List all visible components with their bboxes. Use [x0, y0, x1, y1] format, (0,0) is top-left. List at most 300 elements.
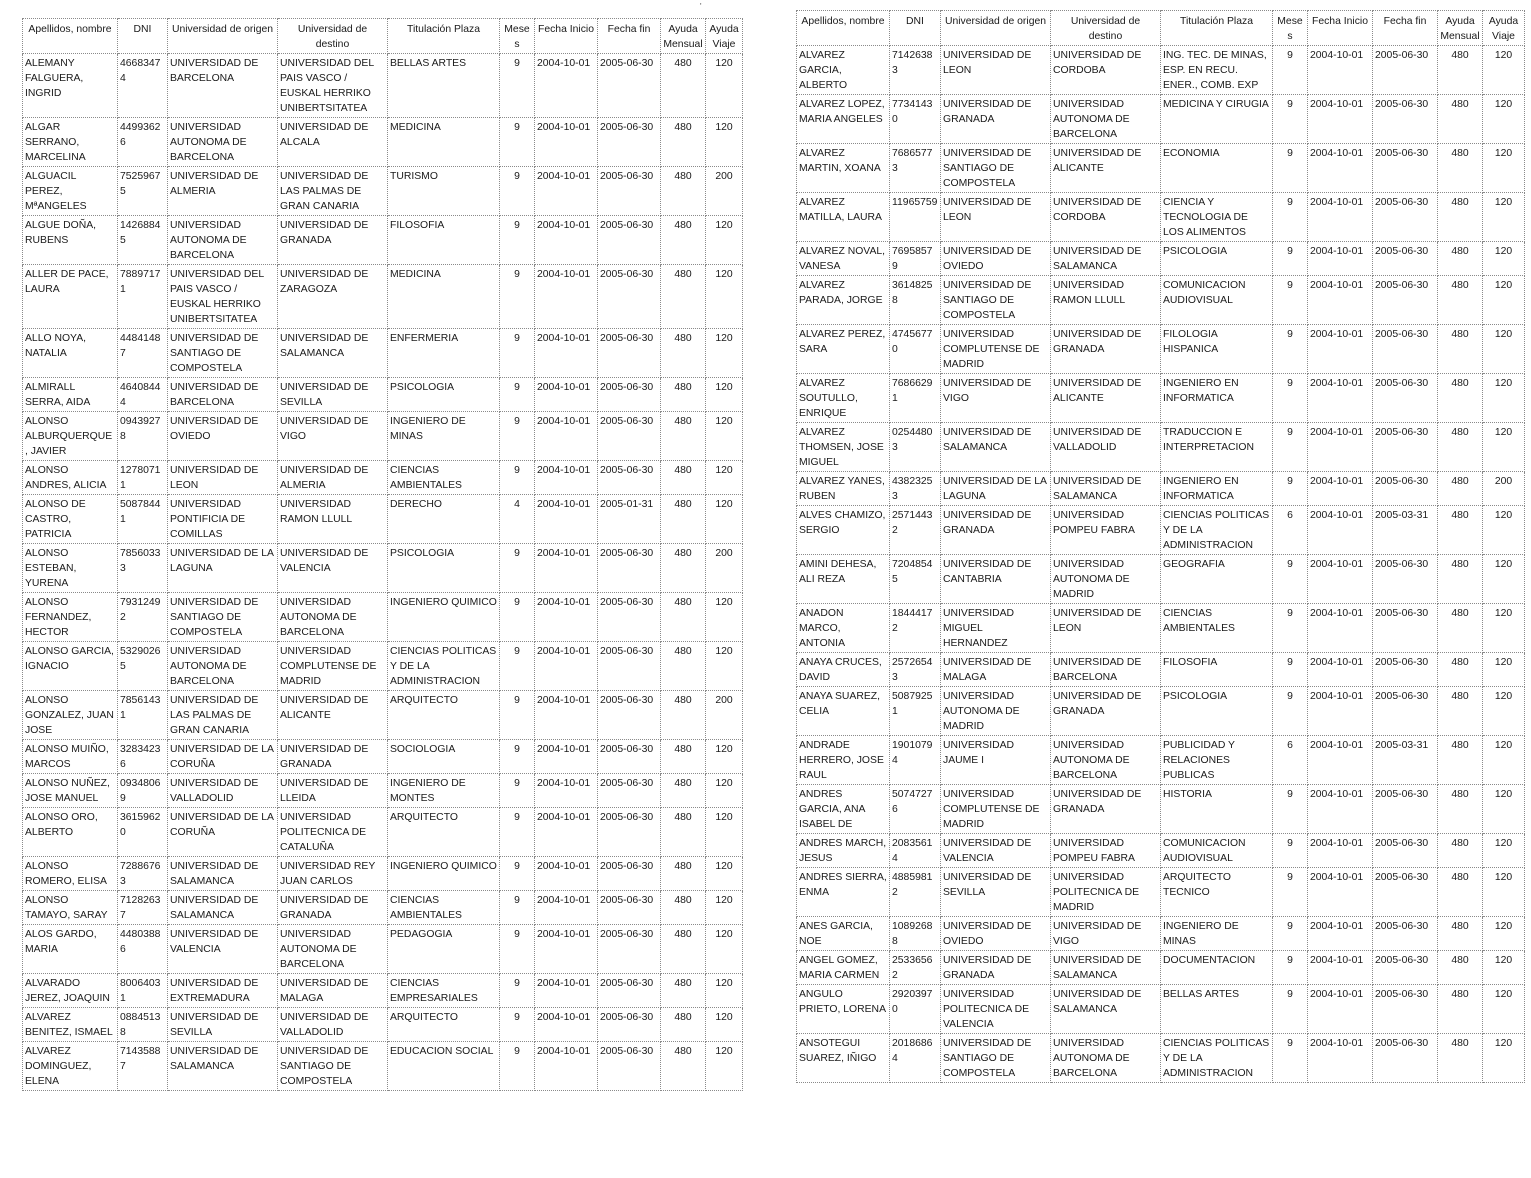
destination-cell: UNIVERSIDAD AUTONOMA DE BARCELONA [278, 593, 388, 642]
degree-cell: FILOSOFIA [388, 216, 500, 265]
end-date-cell: 2005-06-30 [1373, 325, 1438, 374]
months-cell: 9 [1273, 472, 1308, 506]
start-date-cell: 2004-10-01 [535, 329, 598, 378]
monthly-aid-cell: 480 [661, 265, 706, 329]
months-cell: 9 [1273, 951, 1308, 985]
table-row [797, 325, 1525, 374]
name-cell: ANAYA SUAREZ, CELIA [797, 687, 890, 736]
monthly-aid-cell: 480 [661, 891, 706, 925]
monthly-aid-cell: 480 [661, 412, 706, 461]
origin-cell: UNIVERSIDAD DE VALENCIA [941, 834, 1051, 868]
end-date-cell: 2005-06-30 [598, 740, 661, 774]
origin-cell: UNIVERSIDAD DE BARCELONA [168, 54, 278, 118]
months-cell: 9 [1273, 555, 1308, 604]
start-date-cell: 2004-10-01 [1308, 1034, 1373, 1083]
end-date-cell: 2005-06-30 [1373, 604, 1438, 653]
start-date-cell: 2004-10-01 [535, 216, 598, 265]
table-row [23, 642, 743, 691]
destination-cell: UNIVERSIDAD DE SALAMANCA [1051, 951, 1161, 985]
travel-aid-cell: 120 [706, 808, 743, 857]
origin-cell: UNIVERSIDAD MIGUEL HERNANDEZ [941, 604, 1051, 653]
travel-aid-cell: 120 [1483, 868, 1525, 917]
start-date-cell: 2004-10-01 [1308, 785, 1373, 834]
travel-aid-cell: 120 [706, 329, 743, 378]
table-row [797, 423, 1525, 472]
months-cell: 9 [1273, 46, 1308, 95]
start-date-cell: 2004-10-01 [535, 808, 598, 857]
table-row [797, 506, 1525, 555]
months-cell: 9 [500, 378, 535, 412]
dni-cell: 10892688 [890, 917, 941, 951]
dni-cell: 20186864 [890, 1034, 941, 1083]
destination-cell: UNIVERSIDAD DE VALLADOLID [1051, 423, 1161, 472]
dni-cell: 48859812 [890, 868, 941, 917]
table-row [23, 974, 743, 1008]
table-row [23, 378, 743, 412]
start-date-cell: 2004-10-01 [535, 378, 598, 412]
start-date-cell: 2004-10-01 [1308, 193, 1373, 242]
destination-cell: UNIVERSIDAD DE CORDOBA [1051, 193, 1161, 242]
destination-cell: UNIVERSIDAD DEL PAIS VASCO / EUSKAL HERRIKO UNIBERTSITATEA [278, 54, 388, 118]
name-cell: ANAYA CRUCES, DAVID [797, 653, 890, 687]
table-row [23, 1042, 743, 1091]
destination-cell: UNIVERSIDAD DE VIGO [1051, 917, 1161, 951]
end-date-cell: 2005-06-30 [1373, 374, 1438, 423]
end-date-cell: 2005-06-30 [598, 891, 661, 925]
origin-cell: UNIVERSIDAD DE SALAMANCA [168, 891, 278, 925]
origin-cell: UNIVERSIDAD DE ALMERIA [168, 167, 278, 216]
table-row [797, 653, 1525, 687]
travel-aid-cell: 120 [706, 1008, 743, 1042]
monthly-aid-cell: 480 [661, 118, 706, 167]
name-cell: ALVAREZ GARCIA, ALBERTO [797, 46, 890, 95]
name-cell: ALONSO ROMERO, ELISA [23, 857, 118, 891]
right-table-body [797, 46, 1525, 1083]
months-cell: 9 [1273, 242, 1308, 276]
months-cell: 9 [1273, 144, 1308, 193]
months-cell: 9 [1273, 95, 1308, 144]
months-cell: 9 [500, 544, 535, 593]
destination-cell: UNIVERSIDAD POMPEU FABRA [1051, 506, 1161, 555]
travel-aid-cell: 120 [706, 774, 743, 808]
header-monthly-aid: Ayuda Mensual [1438, 11, 1483, 46]
right-header-row [797, 11, 1525, 46]
destination-cell: UNIVERSIDAD REY JUAN CARLOS [278, 857, 388, 891]
origin-cell: UNIVERSIDAD DE VIGO [941, 374, 1051, 423]
name-cell: ALONSO NUÑEZ, JOSE MANUEL [23, 774, 118, 808]
table-row [797, 46, 1525, 95]
months-cell: 9 [1273, 834, 1308, 868]
origin-cell: UNIVERSIDAD DE LA CORUÑA [168, 808, 278, 857]
origin-cell: UNIVERSIDAD AUTONOMA DE BARCELONA [168, 642, 278, 691]
dni-cell: 32834236 [118, 740, 168, 774]
header-travel-aid: Ayuda Viaje [706, 19, 743, 54]
table-row [797, 736, 1525, 785]
months-cell: 9 [500, 891, 535, 925]
table-row [23, 691, 743, 740]
degree-cell: ENFERMERIA [388, 329, 500, 378]
months-cell: 9 [500, 167, 535, 216]
months-cell: 9 [1273, 1034, 1308, 1083]
start-date-cell: 2004-10-01 [1308, 868, 1373, 917]
name-cell: ALONSO FERNANDEZ, HECTOR [23, 593, 118, 642]
left-header-row [23, 19, 743, 54]
dni-cell: 71435887 [118, 1042, 168, 1091]
degree-cell: CIENCIAS AMBIENTALES [388, 461, 500, 495]
dni-cell: 44841487 [118, 329, 168, 378]
start-date-cell: 2004-10-01 [535, 1042, 598, 1091]
monthly-aid-cell: 480 [661, 593, 706, 642]
degree-cell: ECONOMIA [1161, 144, 1273, 193]
degree-cell: INGENIERO DE MINAS [1161, 917, 1273, 951]
end-date-cell: 2005-06-30 [598, 774, 661, 808]
table-row [23, 808, 743, 857]
name-cell: ALOS GARDO, MARIA [23, 925, 118, 974]
start-date-cell: 2004-10-01 [1308, 951, 1373, 985]
destination-cell: UNIVERSIDAD DE SALAMANCA [278, 329, 388, 378]
degree-cell: DERECHO [388, 495, 500, 544]
name-cell: ALONSO MUIÑO, MARCOS [23, 740, 118, 774]
left-table-body [23, 54, 743, 1091]
destination-cell: UNIVERSIDAD AUTONOMA DE BARCELONA [1051, 95, 1161, 144]
name-cell: ANGULO PRIETO, LORENA [797, 985, 890, 1034]
months-cell: 9 [1273, 785, 1308, 834]
monthly-aid-cell: 480 [1438, 95, 1483, 144]
end-date-cell: 2005-06-30 [598, 544, 661, 593]
name-cell: ALONSO GARCIA, IGNACIO [23, 642, 118, 691]
months-cell: 9 [500, 974, 535, 1008]
name-cell: ALVAREZ YANES, RUBEN [797, 472, 890, 506]
monthly-aid-cell: 480 [661, 808, 706, 857]
table-row [797, 834, 1525, 868]
end-date-cell: 2005-06-30 [598, 1008, 661, 1042]
name-cell: ANES GARCIA, NOE [797, 917, 890, 951]
origin-cell: UNIVERSIDAD DE GRANADA [941, 506, 1051, 555]
degree-cell: INGENIERO DE MONTES [388, 774, 500, 808]
header-end: Fecha fin [598, 19, 661, 54]
name-cell: ANDRES MARCH, JESUS [797, 834, 890, 868]
destination-cell: UNIVERSIDAD DE VALENCIA [278, 544, 388, 593]
travel-aid-cell: 200 [1483, 472, 1525, 506]
travel-aid-cell: 120 [1483, 604, 1525, 653]
end-date-cell: 2005-03-31 [1373, 506, 1438, 555]
start-date-cell: 2004-10-01 [535, 891, 598, 925]
header-travel-aid: Ayuda Viaje [1483, 11, 1525, 46]
origin-cell: UNIVERSIDAD DE OVIEDO [941, 917, 1051, 951]
degree-cell: ING. TEC. DE MINAS, ESP. EN RECU. ENER., COMB. EXP [1161, 46, 1273, 95]
monthly-aid-cell: 480 [661, 544, 706, 593]
travel-aid-cell: 120 [706, 378, 743, 412]
start-date-cell: 2004-10-01 [1308, 325, 1373, 374]
end-date-cell: 2005-06-30 [1373, 472, 1438, 506]
destination-cell: UNIVERSIDAD AUTONOMA DE MADRID [1051, 555, 1161, 604]
travel-aid-cell: 120 [1483, 325, 1525, 374]
end-date-cell: 2005-06-30 [598, 974, 661, 1008]
header-dni: DNI [118, 19, 168, 54]
end-date-cell: 2005-06-30 [598, 925, 661, 974]
degree-cell: TURISMO [388, 167, 500, 216]
monthly-aid-cell: 480 [1438, 506, 1483, 555]
start-date-cell: 2004-10-01 [535, 857, 598, 891]
table-row [797, 985, 1525, 1034]
destination-cell: UNIVERSIDAD COMPLUTENSE DE MADRID [278, 642, 388, 691]
monthly-aid-cell: 480 [1438, 985, 1483, 1034]
start-date-cell: 2004-10-01 [535, 774, 598, 808]
table-row [797, 193, 1525, 242]
degree-cell: CIENCIAS EMPRESARIALES [388, 974, 500, 1008]
destination-cell: UNIVERSIDAD DE GRANADA [1051, 687, 1161, 736]
table-row [23, 544, 743, 593]
monthly-aid-cell: 480 [1438, 555, 1483, 604]
header-destination: Universidad de destino [278, 19, 388, 54]
end-date-cell: 2005-06-30 [598, 329, 661, 378]
destination-cell: UNIVERSIDAD DE ALICANTE [278, 691, 388, 740]
travel-aid-cell: 120 [1483, 144, 1525, 193]
monthly-aid-cell: 480 [661, 642, 706, 691]
dni-cell: 02544803 [890, 423, 941, 472]
months-cell: 9 [500, 216, 535, 265]
months-cell: 9 [500, 329, 535, 378]
dni-cell: 09348069 [118, 774, 168, 808]
degree-cell: CIENCIAS AMBIENTALES [388, 891, 500, 925]
table-row [797, 868, 1525, 917]
degree-cell: PSICOLOGIA [388, 378, 500, 412]
name-cell: ALONSO TAMAYO, SARAY [23, 891, 118, 925]
name-cell: ALLO NOYA, NATALIA [23, 329, 118, 378]
end-date-cell: 2005-06-30 [1373, 193, 1438, 242]
name-cell: ALONSO ORO, ALBERTO [23, 808, 118, 857]
name-cell: ALLER DE PACE, LAURA [23, 265, 118, 329]
header-degree: Titulación Plaza [1161, 11, 1273, 46]
header-start: Fecha Inicio [1308, 11, 1373, 46]
monthly-aid-cell: 480 [1438, 193, 1483, 242]
dni-cell: 44803886 [118, 925, 168, 974]
months-cell: 9 [500, 691, 535, 740]
degree-cell: CIENCIAS AMBIENTALES [1161, 604, 1273, 653]
origin-cell: UNIVERSIDAD DE MALAGA [941, 653, 1051, 687]
origin-cell: UNIVERSIDAD DE SEVILLA [941, 868, 1051, 917]
travel-aid-cell: 120 [1483, 1034, 1525, 1083]
table-row [23, 1008, 743, 1042]
monthly-aid-cell: 480 [1438, 653, 1483, 687]
months-cell: 9 [1273, 325, 1308, 374]
travel-aid-cell: 120 [706, 857, 743, 891]
destination-cell: UNIVERSIDAD RAMON LLULL [278, 495, 388, 544]
name-cell: ALEMANY FALGUERA, INGRID [23, 54, 118, 118]
name-cell: ALGUACIL PEREZ, MªANGELES [23, 167, 118, 216]
header-name: Apellidos, nombre [797, 11, 890, 46]
dni-cell: 08845138 [118, 1008, 168, 1042]
dni-cell: 43823253 [890, 472, 941, 506]
header-dni: DNI [890, 11, 941, 46]
dni-cell: 75259675 [118, 167, 168, 216]
travel-aid-cell: 200 [706, 544, 743, 593]
origin-cell: UNIVERSIDAD DE CANTABRIA [941, 555, 1051, 604]
dni-cell: 76865773 [890, 144, 941, 193]
travel-aid-cell: 120 [706, 412, 743, 461]
travel-aid-cell: 120 [1483, 95, 1525, 144]
name-cell: ALVAREZ NOVAL, VANESA [797, 242, 890, 276]
origin-cell: UNIVERSIDAD DE OVIEDO [941, 242, 1051, 276]
travel-aid-cell: 120 [1483, 276, 1525, 325]
monthly-aid-cell: 480 [1438, 785, 1483, 834]
travel-aid-cell: 120 [706, 216, 743, 265]
degree-cell: COMUNICACION AUDIOVISUAL [1161, 276, 1273, 325]
start-date-cell: 2004-10-01 [535, 54, 598, 118]
origin-cell: UNIVERSIDAD DE LEON [941, 193, 1051, 242]
start-date-cell: 2004-10-01 [535, 167, 598, 216]
dni-cell: 12780711 [118, 461, 168, 495]
name-cell: ALONSO ANDRES, ALICIA [23, 461, 118, 495]
origin-cell: UNIVERSIDAD DE VALENCIA [168, 925, 278, 974]
monthly-aid-cell: 480 [1438, 834, 1483, 868]
degree-cell: MEDICINA [388, 118, 500, 167]
degree-cell: MEDICINA [388, 265, 500, 329]
destination-cell: UNIVERSIDAD DE SALAMANCA [1051, 472, 1161, 506]
origin-cell: UNIVERSIDAD DE GRANADA [941, 95, 1051, 144]
degree-cell: CIENCIAS POLITICAS Y DE LA ADMINISTRACION [1161, 1034, 1273, 1083]
end-date-cell: 2005-06-30 [1373, 687, 1438, 736]
name-cell: ALVARADO JEREZ, JOAQUIN [23, 974, 118, 1008]
travel-aid-cell: 120 [1483, 736, 1525, 785]
table-row [797, 951, 1525, 985]
start-date-cell: 2004-10-01 [1308, 985, 1373, 1034]
months-cell: 9 [1273, 423, 1308, 472]
monthly-aid-cell: 480 [661, 974, 706, 1008]
travel-aid-cell: 120 [706, 593, 743, 642]
start-date-cell: 2004-10-01 [535, 265, 598, 329]
dni-cell: 50747276 [890, 785, 941, 834]
destination-cell: UNIVERSIDAD POLITECNICA DE CATALUÑA [278, 808, 388, 857]
name-cell: ALVAREZ THOMSEN, JOSE MIGUEL [797, 423, 890, 472]
dni-cell: 53290265 [118, 642, 168, 691]
months-cell: 9 [1273, 687, 1308, 736]
end-date-cell: 2005-06-30 [1373, 46, 1438, 95]
name-cell: ANSOTEGUI SUAREZ, IÑIGO [797, 1034, 890, 1083]
destination-cell: UNIVERSIDAD DE BARCELONA [1051, 653, 1161, 687]
months-cell: 4 [500, 495, 535, 544]
degree-cell: PSICOLOGIA [1161, 687, 1273, 736]
start-date-cell: 2004-10-01 [1308, 834, 1373, 868]
dni-cell: 78897171 [118, 265, 168, 329]
months-cell: 9 [1273, 653, 1308, 687]
degree-cell: PSICOLOGIA [1161, 242, 1273, 276]
monthly-aid-cell: 480 [661, 1008, 706, 1042]
dni-cell: 19010794 [890, 736, 941, 785]
months-cell: 9 [500, 774, 535, 808]
months-cell: 9 [500, 1008, 535, 1042]
months-cell: 9 [1273, 374, 1308, 423]
travel-aid-cell: 120 [1483, 653, 1525, 687]
degree-cell: INGENIERO QUIMICO [388, 593, 500, 642]
travel-aid-cell: 120 [1483, 834, 1525, 868]
origin-cell: UNIVERSIDAD AUTONOMA DE MADRID [941, 687, 1051, 736]
end-date-cell: 2005-06-30 [598, 857, 661, 891]
name-cell: ALVAREZ PARADA, JORGE [797, 276, 890, 325]
destination-cell: UNIVERSIDAD DE VIGO [278, 412, 388, 461]
table-row [23, 461, 743, 495]
destination-cell: UNIVERSIDAD DE GRANADA [1051, 325, 1161, 374]
destination-cell: UNIVERSIDAD AUTONOMA DE BARCELONA [1051, 1034, 1161, 1083]
end-date-cell: 2005-06-30 [598, 642, 661, 691]
start-date-cell: 2004-10-01 [535, 412, 598, 461]
travel-aid-cell: 120 [706, 891, 743, 925]
end-date-cell: 2005-06-30 [1373, 1034, 1438, 1083]
destination-cell: UNIVERSIDAD DE LAS PALMAS DE GRAN CANARIA [278, 167, 388, 216]
months-cell: 9 [500, 265, 535, 329]
name-cell: ALVAREZ LOPEZ, MARIA ANGELES [797, 95, 890, 144]
dni-cell: 25336562 [890, 951, 941, 985]
dni-cell: 76866291 [890, 374, 941, 423]
travel-aid-cell: 120 [1483, 242, 1525, 276]
degree-cell: CIENCIA Y TECNOLOGIA DE LOS ALIMENTOS [1161, 193, 1273, 242]
header-name: Apellidos, nombre [23, 19, 118, 54]
degree-cell: HISTORIA [1161, 785, 1273, 834]
months-cell: 9 [500, 461, 535, 495]
name-cell: ALVAREZ DOMINGUEZ, ELENA [23, 1042, 118, 1091]
start-date-cell: 2004-10-01 [535, 642, 598, 691]
dni-cell: 71282637 [118, 891, 168, 925]
dni-cell: 46683474 [118, 54, 168, 118]
table-row [23, 857, 743, 891]
dni-cell: 46408444 [118, 378, 168, 412]
months-cell: 9 [500, 740, 535, 774]
destination-cell: UNIVERSIDAD DE SANTIAGO DE COMPOSTELA [278, 1042, 388, 1091]
start-date-cell: 2004-10-01 [1308, 276, 1373, 325]
degree-cell: DOCUMENTACION [1161, 951, 1273, 985]
start-date-cell: 2004-10-01 [535, 495, 598, 544]
header-start: Fecha Inicio [535, 19, 598, 54]
table-row [23, 167, 743, 216]
travel-aid-cell: 120 [1483, 423, 1525, 472]
origin-cell: UNIVERSIDAD DE SALAMANCA [168, 857, 278, 891]
name-cell: ANDRADE HERRERO, JOSE RAUL [797, 736, 890, 785]
start-date-cell: 2004-10-01 [1308, 95, 1373, 144]
dni-cell: 36159620 [118, 808, 168, 857]
dni-cell: 50879251 [890, 687, 941, 736]
monthly-aid-cell: 480 [1438, 242, 1483, 276]
months-cell: 9 [1273, 604, 1308, 653]
end-date-cell: 2005-06-30 [598, 167, 661, 216]
degree-cell: MEDICINA Y CIRUGIA [1161, 95, 1273, 144]
destination-cell: UNIVERSIDAD DE SALAMANCA [1051, 985, 1161, 1034]
start-date-cell: 2004-10-01 [1308, 423, 1373, 472]
end-date-cell: 2005-06-30 [598, 1042, 661, 1091]
end-date-cell: 2005-03-31 [1373, 736, 1438, 785]
table-row [797, 1034, 1525, 1083]
origin-cell: UNIVERSIDAD COMPLUTENSE DE MADRID [941, 785, 1051, 834]
destination-cell: UNIVERSIDAD DE MALAGA [278, 974, 388, 1008]
end-date-cell: 2005-06-30 [1373, 785, 1438, 834]
destination-cell: UNIVERSIDAD DE ALMERIA [278, 461, 388, 495]
end-date-cell: 2005-06-30 [1373, 144, 1438, 193]
start-date-cell: 2004-10-01 [1308, 374, 1373, 423]
degree-cell: CIENCIAS POLITICAS Y DE LA ADMINISTRACION [1161, 506, 1273, 555]
months-cell: 9 [1273, 917, 1308, 951]
end-date-cell: 2005-06-30 [1373, 95, 1438, 144]
table-row [23, 891, 743, 925]
dni-cell: 72048545 [890, 555, 941, 604]
degree-cell: TRADUCCION E INTERPRETACION [1161, 423, 1273, 472]
table-row [23, 593, 743, 642]
destination-cell: UNIVERSIDAD POLITECNICA DE MADRID [1051, 868, 1161, 917]
travel-aid-cell: 120 [706, 265, 743, 329]
destination-cell: UNIVERSIDAD DE ALCALA [278, 118, 388, 167]
end-date-cell: 2005-06-30 [1373, 653, 1438, 687]
right-grant-table [796, 10, 1525, 1083]
name-cell: ALVAREZ BENITEZ, ISMAEL [23, 1008, 118, 1042]
start-date-cell: 2004-10-01 [535, 740, 598, 774]
